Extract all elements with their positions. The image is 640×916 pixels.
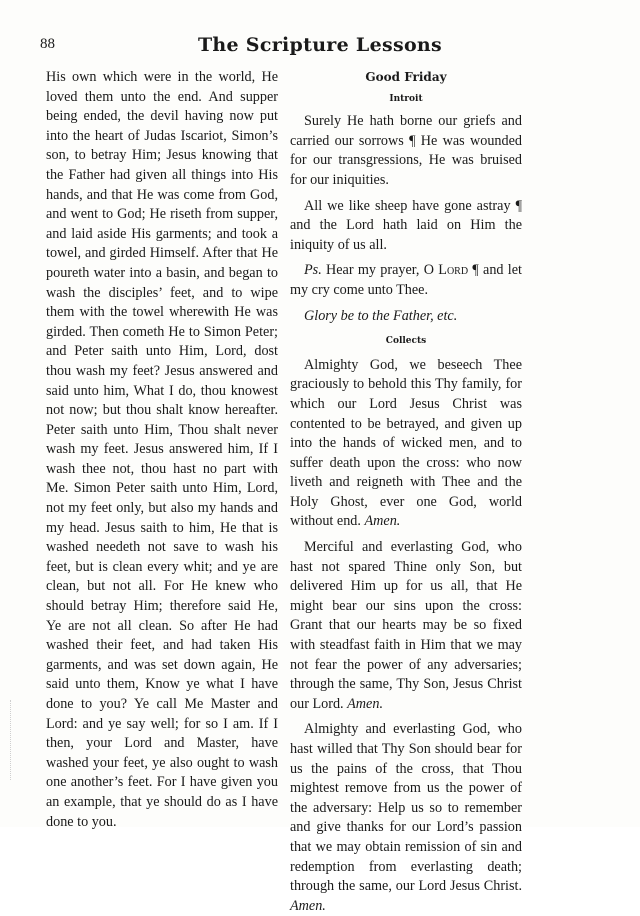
collect-2 xyxy=(290,538,522,714)
psalm-lord: Lord xyxy=(438,262,469,279)
left-column xyxy=(46,68,278,832)
amen-1: Amen. xyxy=(364,513,401,530)
collects-heading: Collects xyxy=(385,336,427,347)
amen-3: Amen. xyxy=(290,897,326,914)
collect-2-text: Merciful and everlasting God, who hast not spared Thine only Son, but delivered Him up for us all, that He might bear our sins upon the cross: Grant that our hearts may be so fixed with steadfast faith in Him that we may not fear the power of any adversaries; through the same, Thy Son, Jesus Christ our Lord. xyxy=(290,539,522,712)
running-title: The Scripture Lessons xyxy=(197,34,443,56)
section-heading: Good Friday xyxy=(365,70,447,84)
gospel-text: His own which were in the world, He loved them unto the end. And supper being ended, the devil having now put into the heart of Judas Iscariot, Simon’s son, to betray Him; Jesus knowing that the Father had given all things into His hands, and that He was come from God, and went to God; He riseth from supper, and laid aside His garments; and took a towel, and girded Himself. After that He poureth water into a basin, and began to wash the disciples’ feet, and to wipe them with the towel wherewith He was girded. Then cometh He to Simon Peter; and Peter saith unto Him, Lord, dost thou wash my feet? Jesus answered and said unto him, What I do, thou knowest not now; but thou shalt know hereafter. Peter saith unto Him, Thou shalt never wash my feet. Jesus answered him, If I wash thee not, thou hast no part with Me. Simon Peter saith unto Him, Lord, not my feet only, but also my hands and my head. Jesus saith to him, He that is washed needeth not save to wash his feet, but is clean every whit; and ye are clean, but not all. For He knew who should betray Him; therefore said He, Ye are not all clean. So after He had washed their feet, and had taken His garments, and was set down again, He said unto them, Know ye what I have done to you? Ye call Me Master and Lord: and ye say well; for so I am. If I then, your Lord and Master, have washed your feet, ye also ought to wash one another’s feet. For I have given you an example, that ye should do as I have done to you. xyxy=(46,69,278,830)
page-number: 88 xyxy=(40,36,55,52)
margin-mark xyxy=(10,700,12,780)
right-column xyxy=(290,68,522,916)
introit-paragraph-2: All we like sheep have gone astray ¶ and the Lord hath laid on Him the iniquity of us all. xyxy=(290,197,522,253)
amen-2: Amen. xyxy=(347,695,383,712)
collect-3 xyxy=(290,720,522,916)
psalm-verse xyxy=(290,261,522,300)
collect-3-text: Almighty and everlasting God, who hast willed that Thy Son should bear for us the pains of the cross, that Thou mightest remove from us the power of the adversary: Help us so to remember and give thanks for our Lord’s passion that we may obtain remission of sin and redemption from everlasting death; through the same, our Lord Jesus Christ. xyxy=(290,721,522,895)
page-header xyxy=(40,36,600,60)
introit-heading: Introit xyxy=(389,93,423,104)
psalm-text-b: ¶ and let my cry come unto Thee. xyxy=(290,262,522,298)
introit-paragraph-1: Surely He hath borne our griefs and carried our sorrows ¶ He was wounded for our transgressions, He was bruised for our iniquities. xyxy=(290,113,522,188)
gloria-line: Glory be to the Father, etc. xyxy=(304,307,458,324)
psalm-text-a: Hear my prayer, O xyxy=(326,262,439,279)
collect-1-text: Almighty God, we beseech Thee graciously to behold this Thy family, for which our Lord Jesus Christ was contented to be betrayed, and given up into the hands of wicked men, and to suffer death upon the cross: who now liveth and reigneth with Thee and the Holy Ghost, ever one God, world without end. xyxy=(290,356,522,530)
collect-1 xyxy=(290,356,522,532)
psalm-label: Ps. xyxy=(304,262,322,279)
